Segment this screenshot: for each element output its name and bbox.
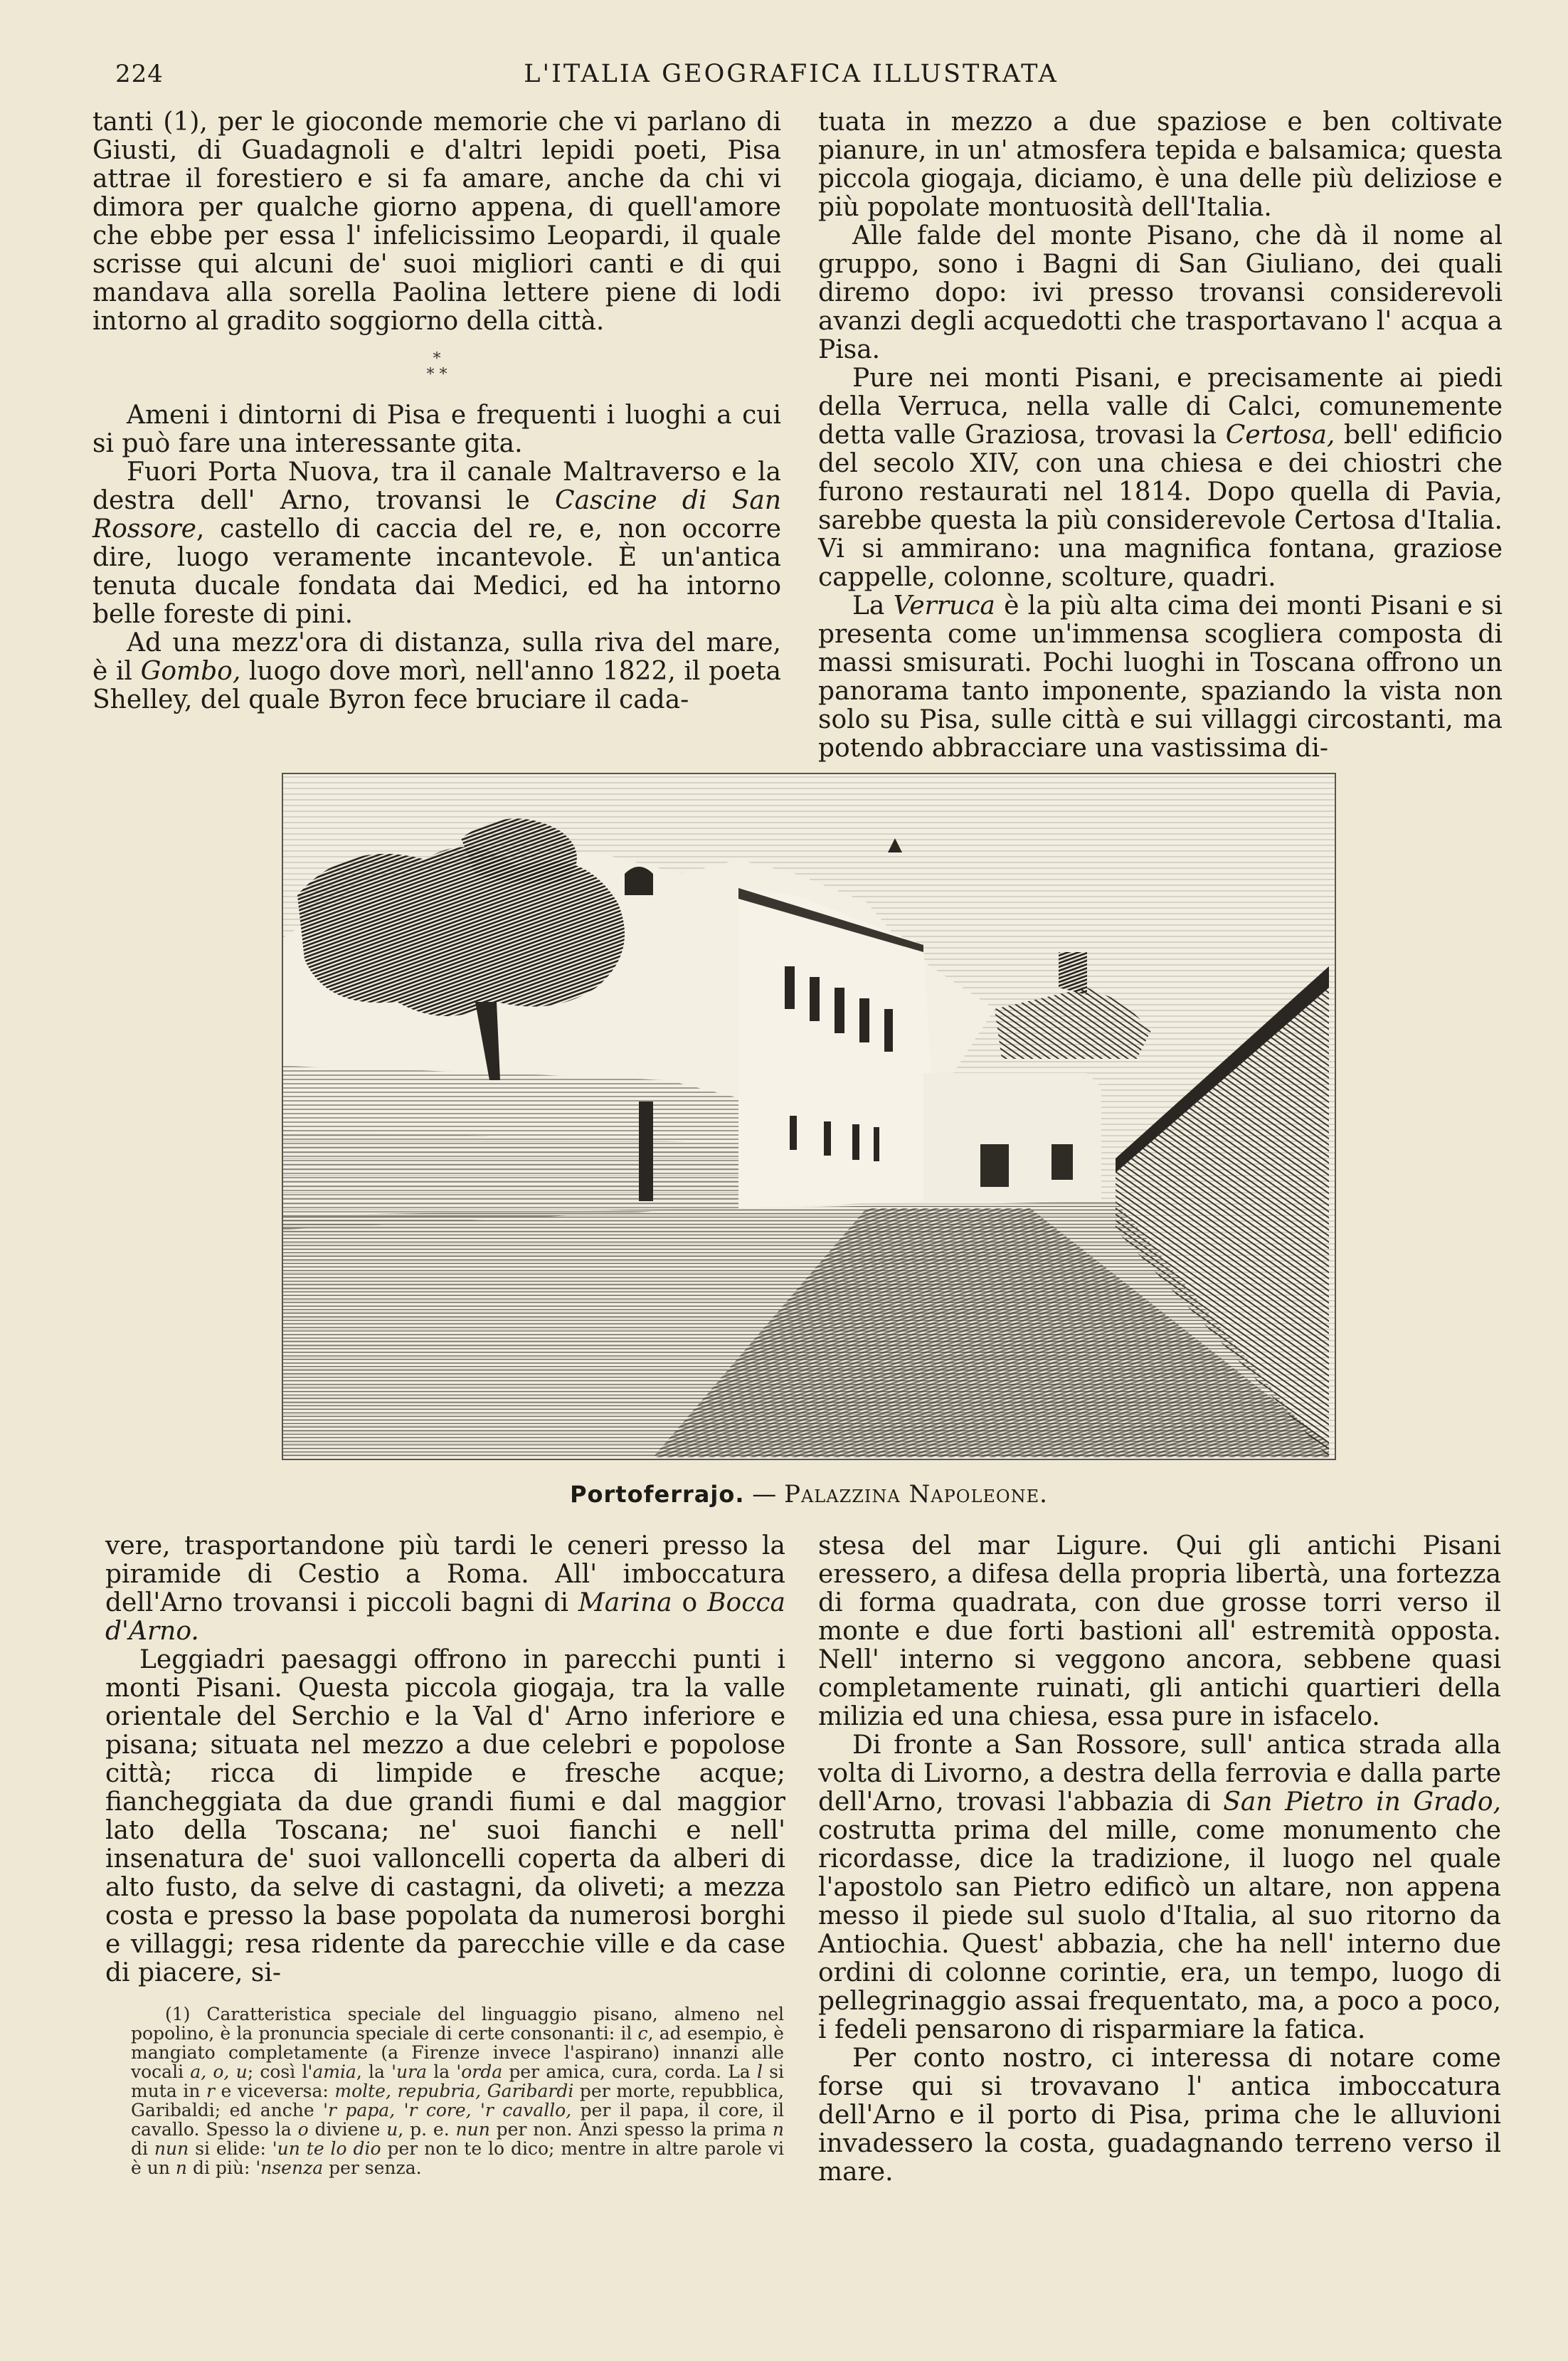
- text-run: (1) Caratteristica speciale del linguaggio pisano, almeno nel popolino, è la pronuncia speciale di certe consonanti: il: [131, 2004, 784, 2044]
- paragraph: [818, 1731, 1501, 2044]
- text-run: e viceversa:: [214, 2081, 335, 2101]
- caption-dash: —: [744, 1480, 785, 1509]
- example: r: [206, 2081, 215, 2101]
- column-top-right: [818, 108, 1503, 763]
- place-name: Bocca d'Arno.: [105, 1588, 786, 1646]
- text-run: la ': [426, 2061, 462, 2082]
- example: nun: [154, 2138, 189, 2159]
- text-run: bell' edificio del secolo XIV, con una chiesa e dei chiostri che furono restaurati nel 1814. Dopo quella di Pavia, sarebbe questa la più considerevole Certosa d'Italia. Vi si ammirano: una magnifica fontana, graziose cappelle, colonne, scolture, quadri.: [818, 421, 1503, 592]
- text-run: Pure nei monti Pisani, e precisamente ai piedi della Verruca, nella valle di Calci, comunemente detta valle Graziosa, trovasi la: [818, 364, 1503, 450]
- example: 'nsenza: [255, 2157, 324, 2178]
- paragraph: stesa del mar Ligure. Qui gli antichi Pisani eressero, a difesa della propria libertà, una fortezza di forma quadrata, con due grosse torri verso il monte e due forti bastioni all' estremità opposta. Nell' interno si veggono ancora, sebbene quasi completamente ruinati, gli antichi quartieri della milizia ed una chiesa, essa pure in isfacelo.: [818, 1531, 1501, 1731]
- column-top-left: [92, 108, 781, 714]
- example: n: [772, 2119, 785, 2140]
- text-run: diviene: [308, 2119, 387, 2140]
- text-run: Fuori Porta Nuova, tra il canale Maltraverso e la destra dell' Arno, trovansi le: [92, 458, 781, 515]
- example: n: [175, 2157, 187, 2178]
- text-run: costrutta prima del mille, come monumento che ricordasse, dice la tradizione, il luogo nel quale l'apostolo san Pietro edificò un altare, non appena messo il piede sul suolo d'Italia, al suo ritorno da Antiochia. Quest' abbazia, che ha nell' interno due ordini di colonne corintie, era, un tempo, luogo di pellegrinaggio assai frequentato, ma, a poco a poco, i fedeli pensarono di risparmiare la fatica.: [818, 1816, 1501, 2044]
- caption-place: Portoferrajo.: [570, 1481, 745, 1508]
- paragraph: tuata in mezzo a due spaziose e ben coltivate pianure, in un' atmosfera tepida e balsamica; questa piccola giogaja, diciamo, è una delle più deliziose e più popolate montuosità dell'Italia.: [818, 107, 1503, 222]
- column-bottom-left: [105, 1532, 785, 1987]
- text-run: o: [672, 1588, 708, 1617]
- text-run: per non. Anzi spesso la prima: [489, 2119, 773, 2140]
- place-name: San Pietro in Grado,: [1223, 1787, 1502, 1817]
- text-run: per senza.: [323, 2157, 422, 2178]
- example: 'r papa, 'r core, 'r cavallo,: [323, 2100, 572, 2120]
- text-run: si muta in: [131, 2061, 784, 2101]
- text-run: , ad esempio, è mangiato completamente (a Firenze invece l'aspirano) innanzi alle vocali: [131, 2023, 784, 2082]
- example: l: [756, 2061, 763, 2082]
- paragraph: Ameni i dintorni di Pisa e frequenti i luoghi a cui si può fare una interessante gita.: [92, 401, 781, 458]
- paragraph: [818, 364, 1503, 592]
- example: ura: [396, 2061, 427, 2082]
- text-run: , p. e.: [398, 2119, 456, 2140]
- running-title: L'ITALIA GEOGRAFICA ILLUSTRATA: [524, 60, 1059, 88]
- place-name: Verruca: [893, 591, 995, 620]
- place-name: Gombo,: [140, 657, 241, 686]
- place-name: Marina: [578, 1588, 672, 1617]
- text-run: ; così l': [247, 2061, 313, 2082]
- asterism: * * *: [426, 350, 447, 384]
- text-run: , castello di caccia del re, e, non occorre dire, luogo veramente incantevole. È un'antica tenuta ducale fondata dai Medici, ed ha intorno belle foreste di pini.: [92, 514, 781, 629]
- caption-subject: Palazzina Napoleone.: [784, 1480, 1048, 1509]
- text-run: luogo dove morì, nell'anno 1822, il poeta Shelley, del quale Byron fece bruciare il cada-: [92, 657, 781, 714]
- example: c: [637, 2023, 648, 2044]
- paragraph: Leggiadri paesaggi offrono in parecchi punti i monti Pisani. Questa piccola giogaja, tra la valle orientale del Serchio e la Val d' Arno inferiore e pisana; situata nel mezzo a due celebri e popolose città; ricca di limpide e fresche acque; fiancheggiata da due grandi fiumi e dal maggior lato della Toscana; ne' suoi fianchi e nell' insenatura de' suoi valloncelli coperta da alberi di alto fusto, da selve di castagni, da oliveti; a mezza costa e presso la base popolata da numerosi borghi e villaggi; resa ridente da parecchie ville e da case di piacere, si-: [105, 1645, 785, 1987]
- text-run: Ad una mezz'ora di distanza, sulla riva del mare, è il: [92, 628, 781, 686]
- text-run: Di fronte a San Rossore, sull' antica strada alla volta di Livorno, a destra della ferrovia e dalla parte dell'Arno, trovasi l'abbazia di: [818, 1731, 1501, 1817]
- example: o: [297, 2119, 309, 2140]
- text-run: è la più alta cima dei monti Pisani e si presenta come un'immensa scogliera composta di massi smisurati. Pochi luoghi in Toscana offrono un panorama tanto imponente, spaziando la vista non solo su Pisa, sulle città e sui villaggi circostanti, ma potendo abbracciare una vastissima di-: [818, 591, 1503, 763]
- engraving-illustration: [282, 773, 1336, 1460]
- paragraph: [92, 629, 781, 714]
- example: molte, repubria, Garibardi: [334, 2081, 574, 2101]
- engraving-drawing: [283, 774, 1335, 1459]
- text-run: si elide:: [189, 2138, 272, 2159]
- place-name: Certosa,: [1225, 421, 1335, 450]
- figure-caption: [282, 1480, 1336, 1509]
- text-run: vere, trasportandone più tardi le ceneri presso la piramide di Cestio a Roma. All' imboccatura dell'Arno trovansi i piccoli bagni di: [105, 1531, 785, 1617]
- text-run: La: [852, 591, 894, 620]
- paragraph: Alle falde del monte Pisano, che dà il nome al gruppo, sono i Bagni di San Giuliano, dei quali diremo dopo: ivi presso trovansi considerevoli avanzi degli acquedotti che trasportavano l' acqua a Pisa.: [818, 221, 1503, 364]
- example: amia: [312, 2061, 356, 2082]
- text-run: per amica, cura, corda. La: [502, 2061, 757, 2082]
- place-name: Cascine di San Rossore: [92, 486, 782, 544]
- example: nun: [455, 2119, 490, 2140]
- page-header: [115, 60, 1467, 102]
- text-run: di più:: [187, 2157, 256, 2178]
- text-run: , la ': [356, 2061, 397, 2082]
- footnote: [131, 2005, 784, 2177]
- column-bottom-right: [818, 1532, 1501, 2187]
- text-run: per il papa, il core, il cavallo. Spesso la: [131, 2100, 784, 2140]
- paragraph: tanti (1), per le gioconde memorie che vi parlano di Giusti, di Guadagnoli e d'altri lepidi poeti, Pisa attrae il forestiero e si fa amare, anche da chi vi dimora per qualche giorno appena, di quell'amore che ebbe per essa l' infelicissimo Leopardi, il quale scrisse qui alcuni de' suoi migliori canti e di qui mandava alla sorella Paolina lettere piene di lodi intorno al gradito soggiorno della città.: [92, 107, 781, 336]
- example: 'un te lo dio: [272, 2138, 381, 2159]
- page-number: 224: [115, 60, 164, 88]
- footnote-text: [131, 2005, 784, 2177]
- example: orda: [461, 2061, 503, 2082]
- paragraph: [105, 1532, 785, 1646]
- text-run: per non te lo dico; mentre in altre parole vi è un: [131, 2138, 784, 2178]
- paragraph: [92, 458, 781, 629]
- text-run: di: [131, 2138, 154, 2159]
- text-run: per morte, repubblica, Garibaldi; ed anche: [131, 2081, 785, 2120]
- paragraph: Per conto nostro, ci interessa di notare come forse qui si trovavano l' antica imboccatura dell'Arno e il porto di Pisa, prima che le alluvioni invadessero la costa, guadagnando terreno verso il mare.: [818, 2044, 1501, 2187]
- example: u: [386, 2119, 398, 2140]
- example: a, o, u: [190, 2061, 248, 2082]
- paragraph: [818, 592, 1503, 763]
